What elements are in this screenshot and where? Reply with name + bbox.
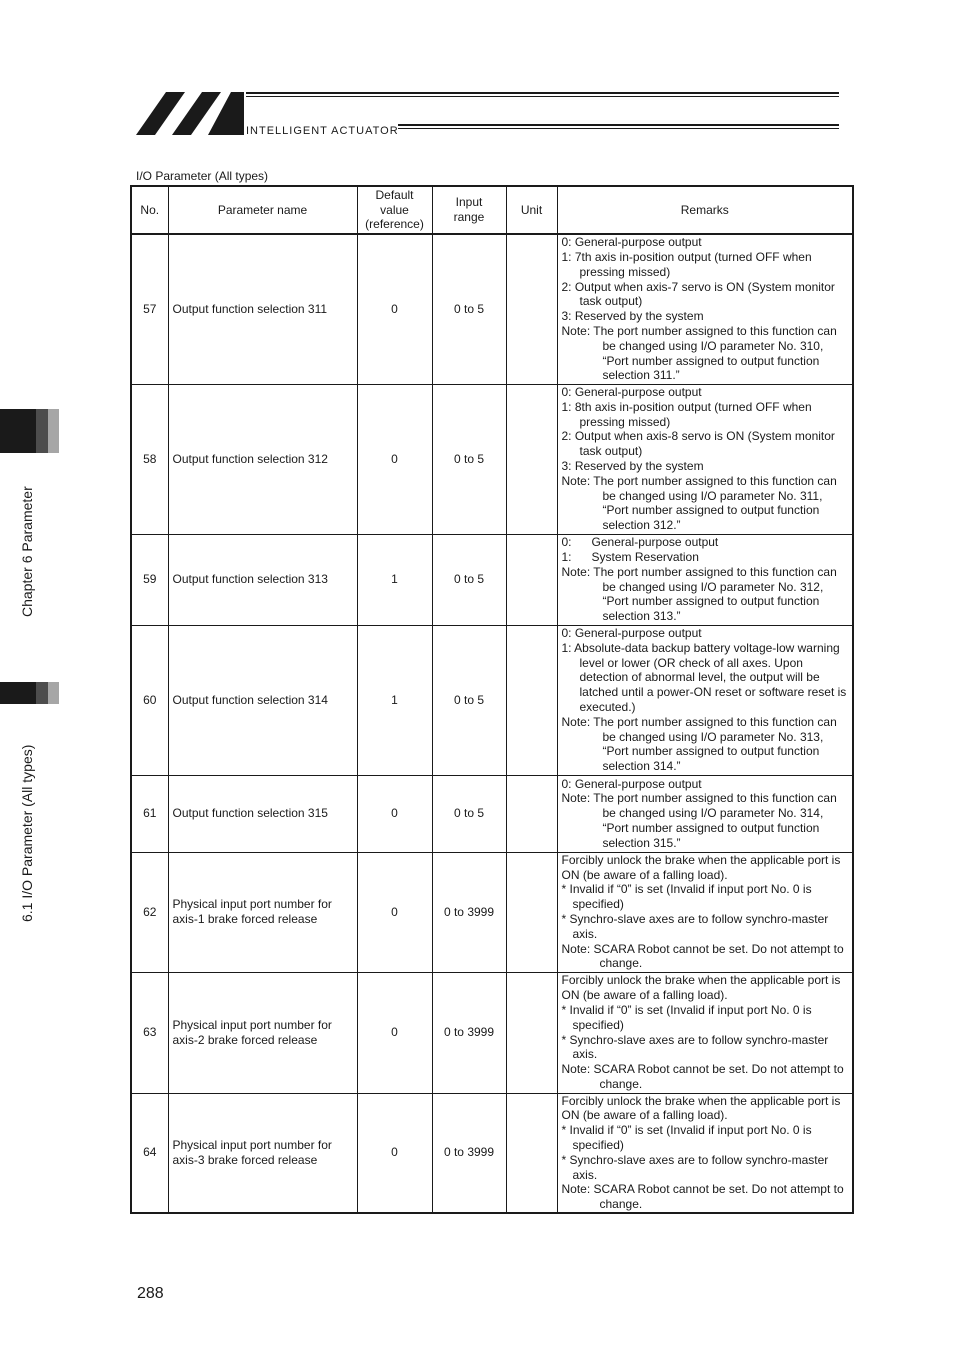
remark-note: Note: The port number assigned to this function can be changed using I/O parameter No. 312, “Port number assigned to output function selection 313.” bbox=[561, 564, 837, 624]
row-unit bbox=[506, 234, 557, 384]
row-unit bbox=[506, 852, 557, 972]
remark-note: Note: SCARA Robot cannot be set. Do not attempt to change. bbox=[561, 1182, 844, 1212]
header-parameter-name: Parameter name bbox=[168, 186, 357, 234]
remark-note: Note: The port number assigned to this function can be changed using I/O parameter No. 311, “Port number assigned to output function selection 312.” bbox=[561, 473, 837, 533]
row-default-value: 1 bbox=[357, 534, 432, 625]
remark-line: Forcibly unlock the brake when the applicable port is ON (be aware of a falling load). bbox=[561, 973, 841, 1003]
row-no: 62 bbox=[131, 852, 168, 972]
brand-name: INTELLIGENT ACTUATOR bbox=[246, 125, 399, 137]
remark-line: 0: General-purpose output bbox=[561, 776, 702, 791]
chapter-side-label: Chapter 6 Parameter bbox=[19, 486, 35, 617]
row-parameter-name: Physical input port number for axis-2 brake forced release bbox=[168, 972, 357, 1093]
row-input-range: 0 to 3999 bbox=[432, 1093, 506, 1213]
remark-note: Note: SCARA Robot cannot be set. Do not attempt to change. bbox=[561, 1062, 844, 1091]
section-side-label: 6.1 I/O Parameter (All types) bbox=[19, 744, 35, 922]
remark-line: * Synchro-slave axes are to follow synchro-master axis. bbox=[561, 1032, 829, 1062]
row-remarks bbox=[557, 852, 853, 972]
table-header-row bbox=[131, 186, 853, 234]
remark-line: 3: Reserved by the system bbox=[561, 309, 704, 324]
header-unit: Unit bbox=[506, 186, 557, 234]
row-parameter-name: Output function selection 314 bbox=[168, 625, 357, 775]
header-input-range: Input range bbox=[432, 186, 506, 234]
io-parameter-table bbox=[130, 185, 854, 1214]
table-row bbox=[131, 625, 853, 775]
remark-line: Forcibly unlock the brake when the applicable port is ON (be aware of a falling load). bbox=[561, 1093, 841, 1123]
row-remarks bbox=[557, 972, 853, 1093]
remark-line: 2: Output when axis-8 servo is ON (System monitor task output) bbox=[561, 429, 835, 459]
table-row bbox=[131, 234, 853, 384]
table-row bbox=[131, 775, 853, 852]
table-row bbox=[131, 1093, 853, 1213]
row-unit bbox=[506, 625, 557, 775]
remark-line: * Invalid if “0” is set (Invalid if input port No. 0 is specified) bbox=[561, 1123, 812, 1152]
row-input-range: 0 to 5 bbox=[432, 625, 506, 775]
header-default-value: Default value (reference) bbox=[357, 186, 432, 234]
table-row bbox=[131, 384, 853, 534]
header-no: No. bbox=[131, 186, 168, 234]
row-unit bbox=[506, 972, 557, 1093]
remark-note: Note: The port number assigned to this function can be changed using I/O parameter No. 310, “Port number assigned to output function selection 311.” bbox=[561, 324, 837, 383]
remark-line: Forcibly unlock the brake when the applicable port is ON (be aware of a falling load). bbox=[561, 852, 841, 882]
remark-line: 0: General-purpose output bbox=[561, 626, 702, 641]
remark-line: * Synchro-slave axes are to follow synchro-master axis. bbox=[561, 912, 829, 941]
row-no: 59 bbox=[131, 534, 168, 625]
header-rule-bottom-1 bbox=[398, 124, 839, 126]
row-remarks bbox=[557, 625, 853, 775]
row-input-range: 0 to 3999 bbox=[432, 972, 506, 1093]
row-input-range: 0 to 3999 bbox=[432, 852, 506, 972]
row-remarks bbox=[557, 384, 853, 534]
header-rule-bottom-2 bbox=[398, 128, 839, 129]
row-no: 61 bbox=[131, 775, 168, 852]
row-remarks bbox=[557, 775, 853, 852]
chapter-tab-marker bbox=[0, 409, 59, 453]
remark-line: * Synchro-slave axes are to follow synchro-master axis. bbox=[561, 1152, 829, 1182]
row-unit bbox=[506, 1093, 557, 1213]
row-default-value: 0 bbox=[357, 972, 432, 1093]
remark-line: 1: 7th axis in-position output (turned OFF when pressing missed) bbox=[561, 250, 812, 279]
header-rule-top-2 bbox=[246, 96, 839, 97]
remark-line: 3: Reserved by the system bbox=[561, 459, 704, 473]
row-default-value: 0 bbox=[357, 775, 432, 852]
row-parameter-name: Output function selection 315 bbox=[168, 775, 357, 852]
remark-line: 1: 8th axis in-position output (turned OFF when pressing missed) bbox=[561, 399, 812, 429]
header-remarks: Remarks bbox=[557, 186, 853, 234]
header-rule-top-1 bbox=[246, 92, 839, 94]
row-no: 58 bbox=[131, 384, 168, 534]
row-unit bbox=[506, 775, 557, 852]
row-default-value: 0 bbox=[357, 852, 432, 972]
table-row bbox=[131, 534, 853, 625]
row-unit bbox=[506, 384, 557, 534]
remark-line: * Invalid if “0” is set (Invalid if input port No. 0 is specified) bbox=[561, 1002, 812, 1032]
remark-note: Note: The port number assigned to this function can be changed using I/O parameter No. 313, “Port number assigned to output function selection 314.” bbox=[561, 714, 837, 774]
row-parameter-name: Output function selection 312 bbox=[168, 384, 357, 534]
remark-note: Note: The port number assigned to this function can be changed using I/O parameter No. 314, “Port number assigned to output function selection 315.” bbox=[561, 791, 837, 850]
row-no: 64 bbox=[131, 1093, 168, 1213]
row-remarks bbox=[557, 234, 853, 384]
row-input-range: 0 to 5 bbox=[432, 234, 506, 384]
row-input-range: 0 to 5 bbox=[432, 534, 506, 625]
row-default-value: 1 bbox=[357, 625, 432, 775]
row-default-value: 0 bbox=[357, 234, 432, 384]
remark-line: 1: Absolute-data backup battery voltage-low warning level or lower (OR check of all axes. Upon detection of abnormal level, the output will be latched until a power-ON reset or software reset is executed.) bbox=[561, 640, 847, 714]
row-parameter-name: Physical input port number for axis-1 brake forced release bbox=[168, 852, 357, 972]
row-input-range: 0 to 5 bbox=[432, 775, 506, 852]
row-remarks bbox=[557, 534, 853, 625]
row-no: 57 bbox=[131, 234, 168, 384]
remark-line: 0: General-purpose output bbox=[561, 385, 702, 400]
remark-line: 0: General-purpose output bbox=[561, 235, 702, 250]
row-no: 60 bbox=[131, 625, 168, 775]
table-caption: I/O Parameter (All types) bbox=[136, 169, 269, 183]
row-parameter-name: Physical input port number for axis-3 brake forced release bbox=[168, 1093, 357, 1213]
row-parameter-name: Output function selection 313 bbox=[168, 534, 357, 625]
row-default-value: 0 bbox=[357, 384, 432, 534]
row-default-value: 0 bbox=[357, 1093, 432, 1213]
iai-logo-icon bbox=[136, 91, 244, 136]
row-parameter-name: Output function selection 311 bbox=[168, 234, 357, 384]
row-unit bbox=[506, 534, 557, 625]
remark-note: Note: SCARA Robot cannot be set. Do not attempt to change. bbox=[561, 941, 844, 971]
remark-line: 2: Output when axis-7 servo is ON (System monitor task output) bbox=[561, 279, 835, 309]
table-row bbox=[131, 852, 853, 972]
remark-line: 0: General-purpose output bbox=[561, 535, 719, 550]
page-number: 288 bbox=[137, 1285, 164, 1302]
section-tab-marker bbox=[0, 682, 59, 704]
remark-line: 1: System Reservation bbox=[561, 549, 699, 564]
row-input-range: 0 to 5 bbox=[432, 384, 506, 534]
row-remarks bbox=[557, 1093, 853, 1213]
remark-line: * Invalid if “0” is set (Invalid if input port No. 0 is specified) bbox=[561, 882, 812, 912]
table-row bbox=[131, 972, 853, 1093]
row-no: 63 bbox=[131, 972, 168, 1093]
